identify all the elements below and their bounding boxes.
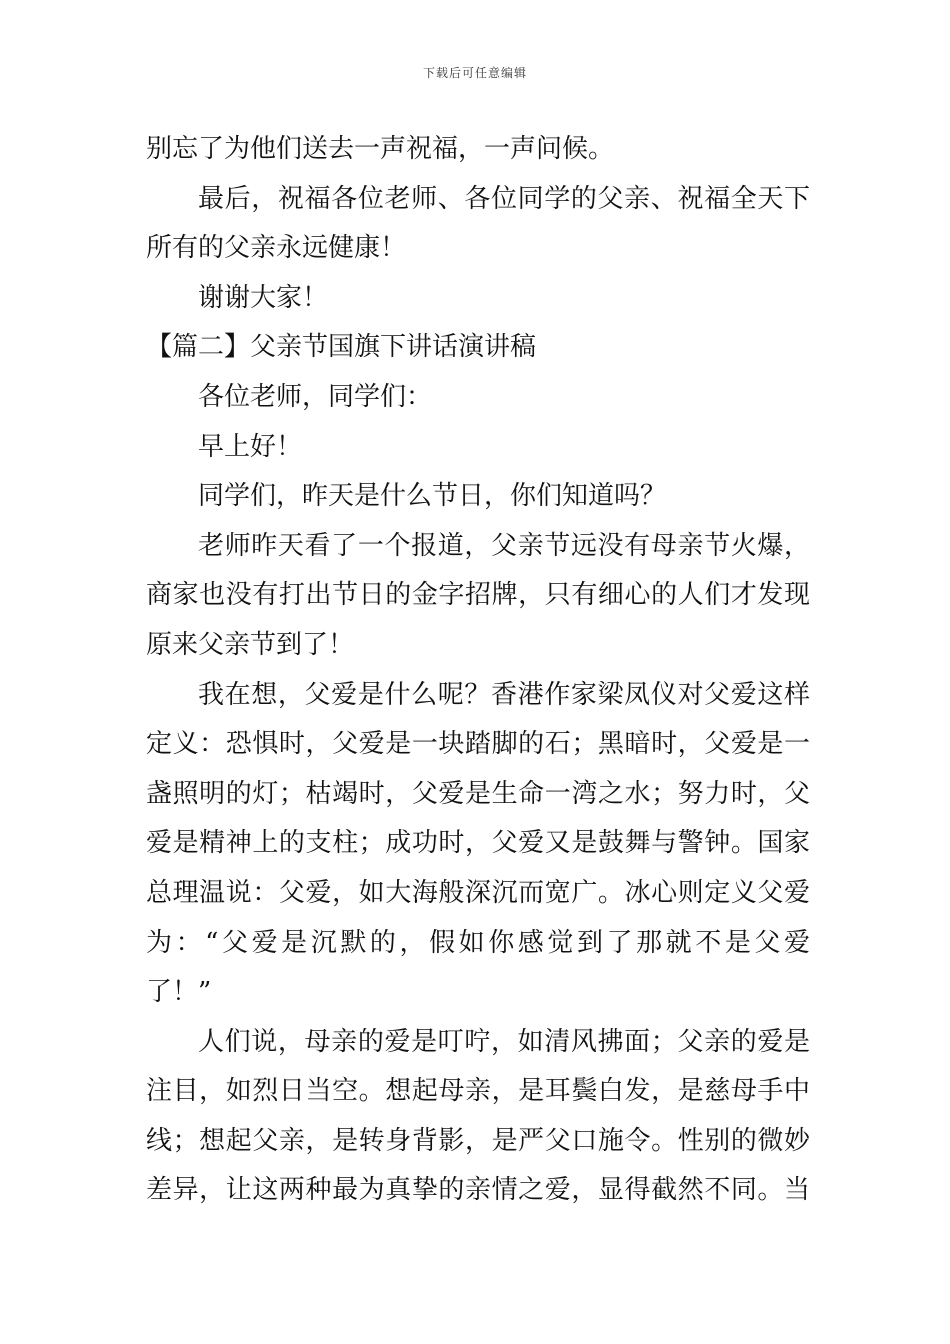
text-line: 所有的父亲永远健康！ — [146, 233, 407, 264]
text-line: 老师昨天看了一个报道，父亲节远没有母亲节火爆， — [198, 530, 810, 561]
text-line: 早上好！ — [198, 431, 303, 462]
text-line: 了！” — [146, 977, 212, 1008]
text-line: 线；想起父亲，是转身背影，是严父口施令。性别的微妙 — [146, 1125, 810, 1156]
text-line: 商家也没有打出节日的金字招牌，只有细心的人们才发现 — [146, 580, 810, 611]
text-line: 总理温说：父爱，如大海般深沉而宽广。冰心则定义父爱 — [146, 877, 810, 908]
text-line: 盏照明的灯；枯竭时，父爱是生命一湾之水；努力时，父 — [146, 778, 810, 809]
text-line: 最后，祝福各位老师、各位同学的父亲、祝福全天下 — [198, 183, 810, 214]
text-line: 爱是精神上的支柱；成功时，父爱又是鼓舞与警钟。国家 — [146, 828, 810, 859]
document-body — [146, 125, 810, 1216]
text-line: 谢谢大家！ — [198, 282, 329, 313]
text-line: 我在想，父爱是什么呢？香港作家梁凤仪对父爱这样 — [198, 679, 810, 710]
text-line: 差异，让这两种最为真挚的亲情之爱，显得截然不同。当 — [146, 1175, 810, 1206]
text-line: 为：“父爱是沉默的，假如你感觉到了那就不是父爱 — [146, 927, 810, 958]
text-line: 同学们，昨天是什么节日，你们知道吗？ — [198, 481, 667, 512]
text-line: 别忘了为他们送去一声祝福，一声问候。 — [146, 134, 615, 164]
text-line: 注目，如烈日当空。想起母亲，是耳鬓白发，是慈母手中 — [146, 1076, 810, 1107]
text-line: 【篇二】父亲节国旗下讲话演讲稿 — [146, 332, 537, 363]
text-line: 定义：恐惧时，父爱是一块踏脚的石；黑暗时，父爱是一 — [146, 729, 810, 760]
text-line: 各位老师，同学们： — [198, 381, 433, 412]
page-header-note: 下载后可任意编辑 — [422, 66, 527, 80]
text-line: 原来父亲节到了！ — [146, 629, 355, 660]
text-line: 人们说，母亲的爱是叮咛，如清风拂面；父亲的爱是 — [198, 1026, 810, 1057]
